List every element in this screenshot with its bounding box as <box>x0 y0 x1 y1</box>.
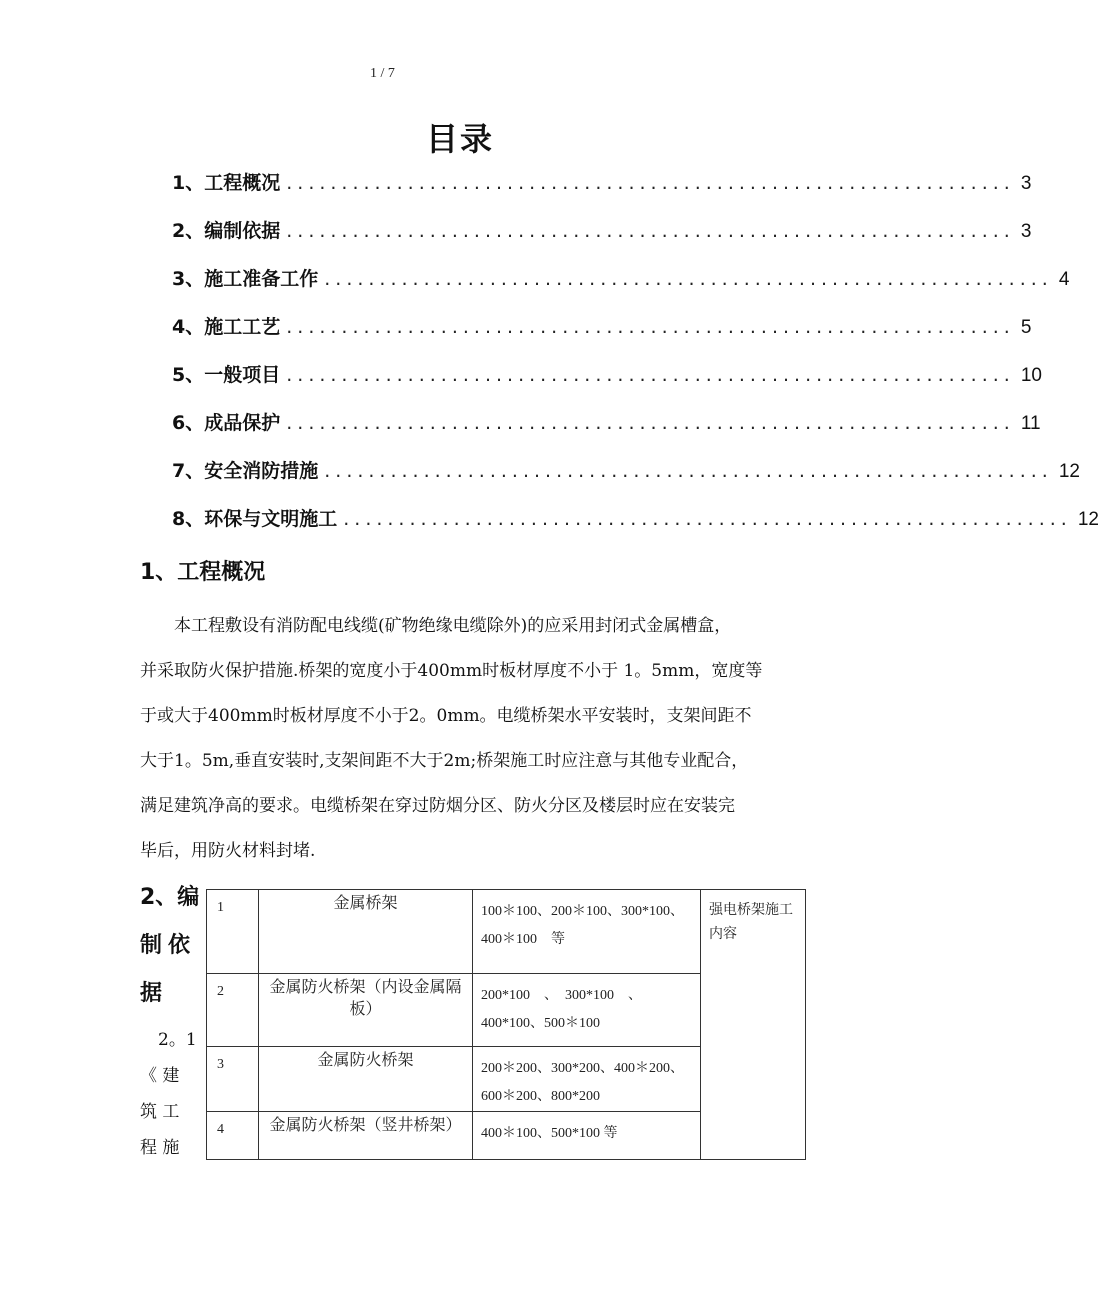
toc-item-label: 5、一般项目 <box>172 364 281 386</box>
row-number: 4 <box>207 1112 259 1160</box>
subsection-text <box>140 1022 200 1166</box>
toc-item-label: 1、工程概况 <box>172 172 281 194</box>
paragraph-line: 满足建筑净高的要求。电缆桥架在穿过防烟分区、防火分区及楼层时应在安装完 <box>140 796 735 816</box>
table-of-contents <box>172 168 1099 552</box>
section-heading-basis <box>140 874 202 1018</box>
item-name: 金属防火桥架（内设金属隔板） <box>259 974 473 1047</box>
text-fragment: 程 施 <box>140 1138 180 1158</box>
toc-item-label: 8、环保与文明施工 <box>172 508 338 530</box>
toc-leader-dots: .................................................................. <box>324 268 1053 290</box>
toc-leader-dots: .................................................................. <box>343 508 1072 530</box>
toc-leader-dots: .................................................................. <box>324 460 1053 482</box>
overview-paragraph <box>140 604 788 874</box>
row-number: 2 <box>207 974 259 1047</box>
toc-title: 目录 <box>425 120 494 158</box>
cable-tray-table <box>206 889 806 1160</box>
paragraph-line: 于或大于400mm时板材厚度不小于2。0mm。电缆桥架水平安装时，支架间距不 <box>140 706 752 726</box>
toc-item[interactable] <box>172 456 1080 504</box>
toc-item-label: 7、安全消防措施 <box>172 460 319 482</box>
heading-fragment: 据 <box>140 981 163 1006</box>
toc-item[interactable] <box>172 504 1099 552</box>
toc-leader-dots: .................................................................. <box>286 172 1015 194</box>
text-fragment: 《 建 <box>140 1066 180 1086</box>
toc-item-label: 2、编制依据 <box>172 220 281 242</box>
toc-leader-dots: .................................................................. <box>286 412 1015 434</box>
toc-item-label: 6、成品保护 <box>172 412 281 434</box>
toc-item[interactable] <box>172 360 1042 408</box>
text-fragment: 筑 工 <box>140 1102 180 1122</box>
item-name: 金属防火桥架（竖井桥架） <box>259 1112 473 1160</box>
paragraph-line: 本工程敷设有消防配电线缆(矿物绝缘电缆除外)的应采用封闭式金属槽盒， <box>174 616 732 636</box>
toc-leader-dots: .................................................................. <box>286 364 1015 386</box>
row-number: 3 <box>207 1047 259 1112</box>
paragraph-line: 毕后，用防火材料封堵. <box>140 841 316 861</box>
toc-item[interactable] <box>172 264 1070 312</box>
toc-item[interactable] <box>172 408 1041 456</box>
item-name: 金属桥架 <box>259 890 473 974</box>
page-number: 1 / 7 <box>370 66 395 81</box>
toc-item[interactable] <box>172 168 1032 216</box>
paragraph-line: 大于1。5m,垂直安装时,支架间距不大于2m;桥架施工时应注意与其他专业配合， <box>140 751 749 771</box>
toc-item-page: 3 <box>1020 221 1032 242</box>
toc-item-page: 4 <box>1058 269 1070 290</box>
toc-item-page: 3 <box>1020 173 1032 194</box>
item-spec: 200＊200、300*200、400＊200、600＊200、800*200 <box>473 1047 701 1112</box>
toc-item-page: 11 <box>1020 413 1041 434</box>
section-heading-overview: 1、工程概况 <box>140 560 266 585</box>
item-spec: 200*100 、 300*100 、400*100、500＊100 <box>473 974 701 1047</box>
toc-item-label: 4、施工工艺 <box>172 316 281 338</box>
toc-item-page: 12 <box>1058 461 1080 482</box>
toc-leader-dots: .................................................................. <box>286 316 1015 338</box>
toc-item[interactable] <box>172 312 1032 360</box>
toc-item-page: 10 <box>1020 365 1042 386</box>
text-fragment: 2。1 <box>158 1030 197 1050</box>
toc-item-page: 5 <box>1020 317 1032 338</box>
heading-fragment: 制依 <box>140 933 197 958</box>
toc-item-label: 3、施工准备工作 <box>172 268 319 290</box>
item-spec: 100＊100、200＊100、300*100、400＊100 等 <box>473 890 701 974</box>
item-name: 金属防火桥架 <box>259 1047 473 1112</box>
toc-item[interactable] <box>172 216 1032 264</box>
note-cell: 强电桥架施工内容 <box>701 890 806 1160</box>
item-spec: 400＊100、500*100 等 <box>473 1112 701 1160</box>
toc-leader-dots: .................................................................. <box>286 220 1015 242</box>
toc-item-page: 12 <box>1077 509 1099 530</box>
paragraph-line: 并采取防火保护措施.桥架的宽度小于400mm时板材厚度不小于 1。5mm，宽度等 <box>140 661 763 681</box>
row-number: 1 <box>207 890 259 974</box>
table-row <box>207 890 806 974</box>
heading-fragment: 2、编 <box>140 885 200 910</box>
